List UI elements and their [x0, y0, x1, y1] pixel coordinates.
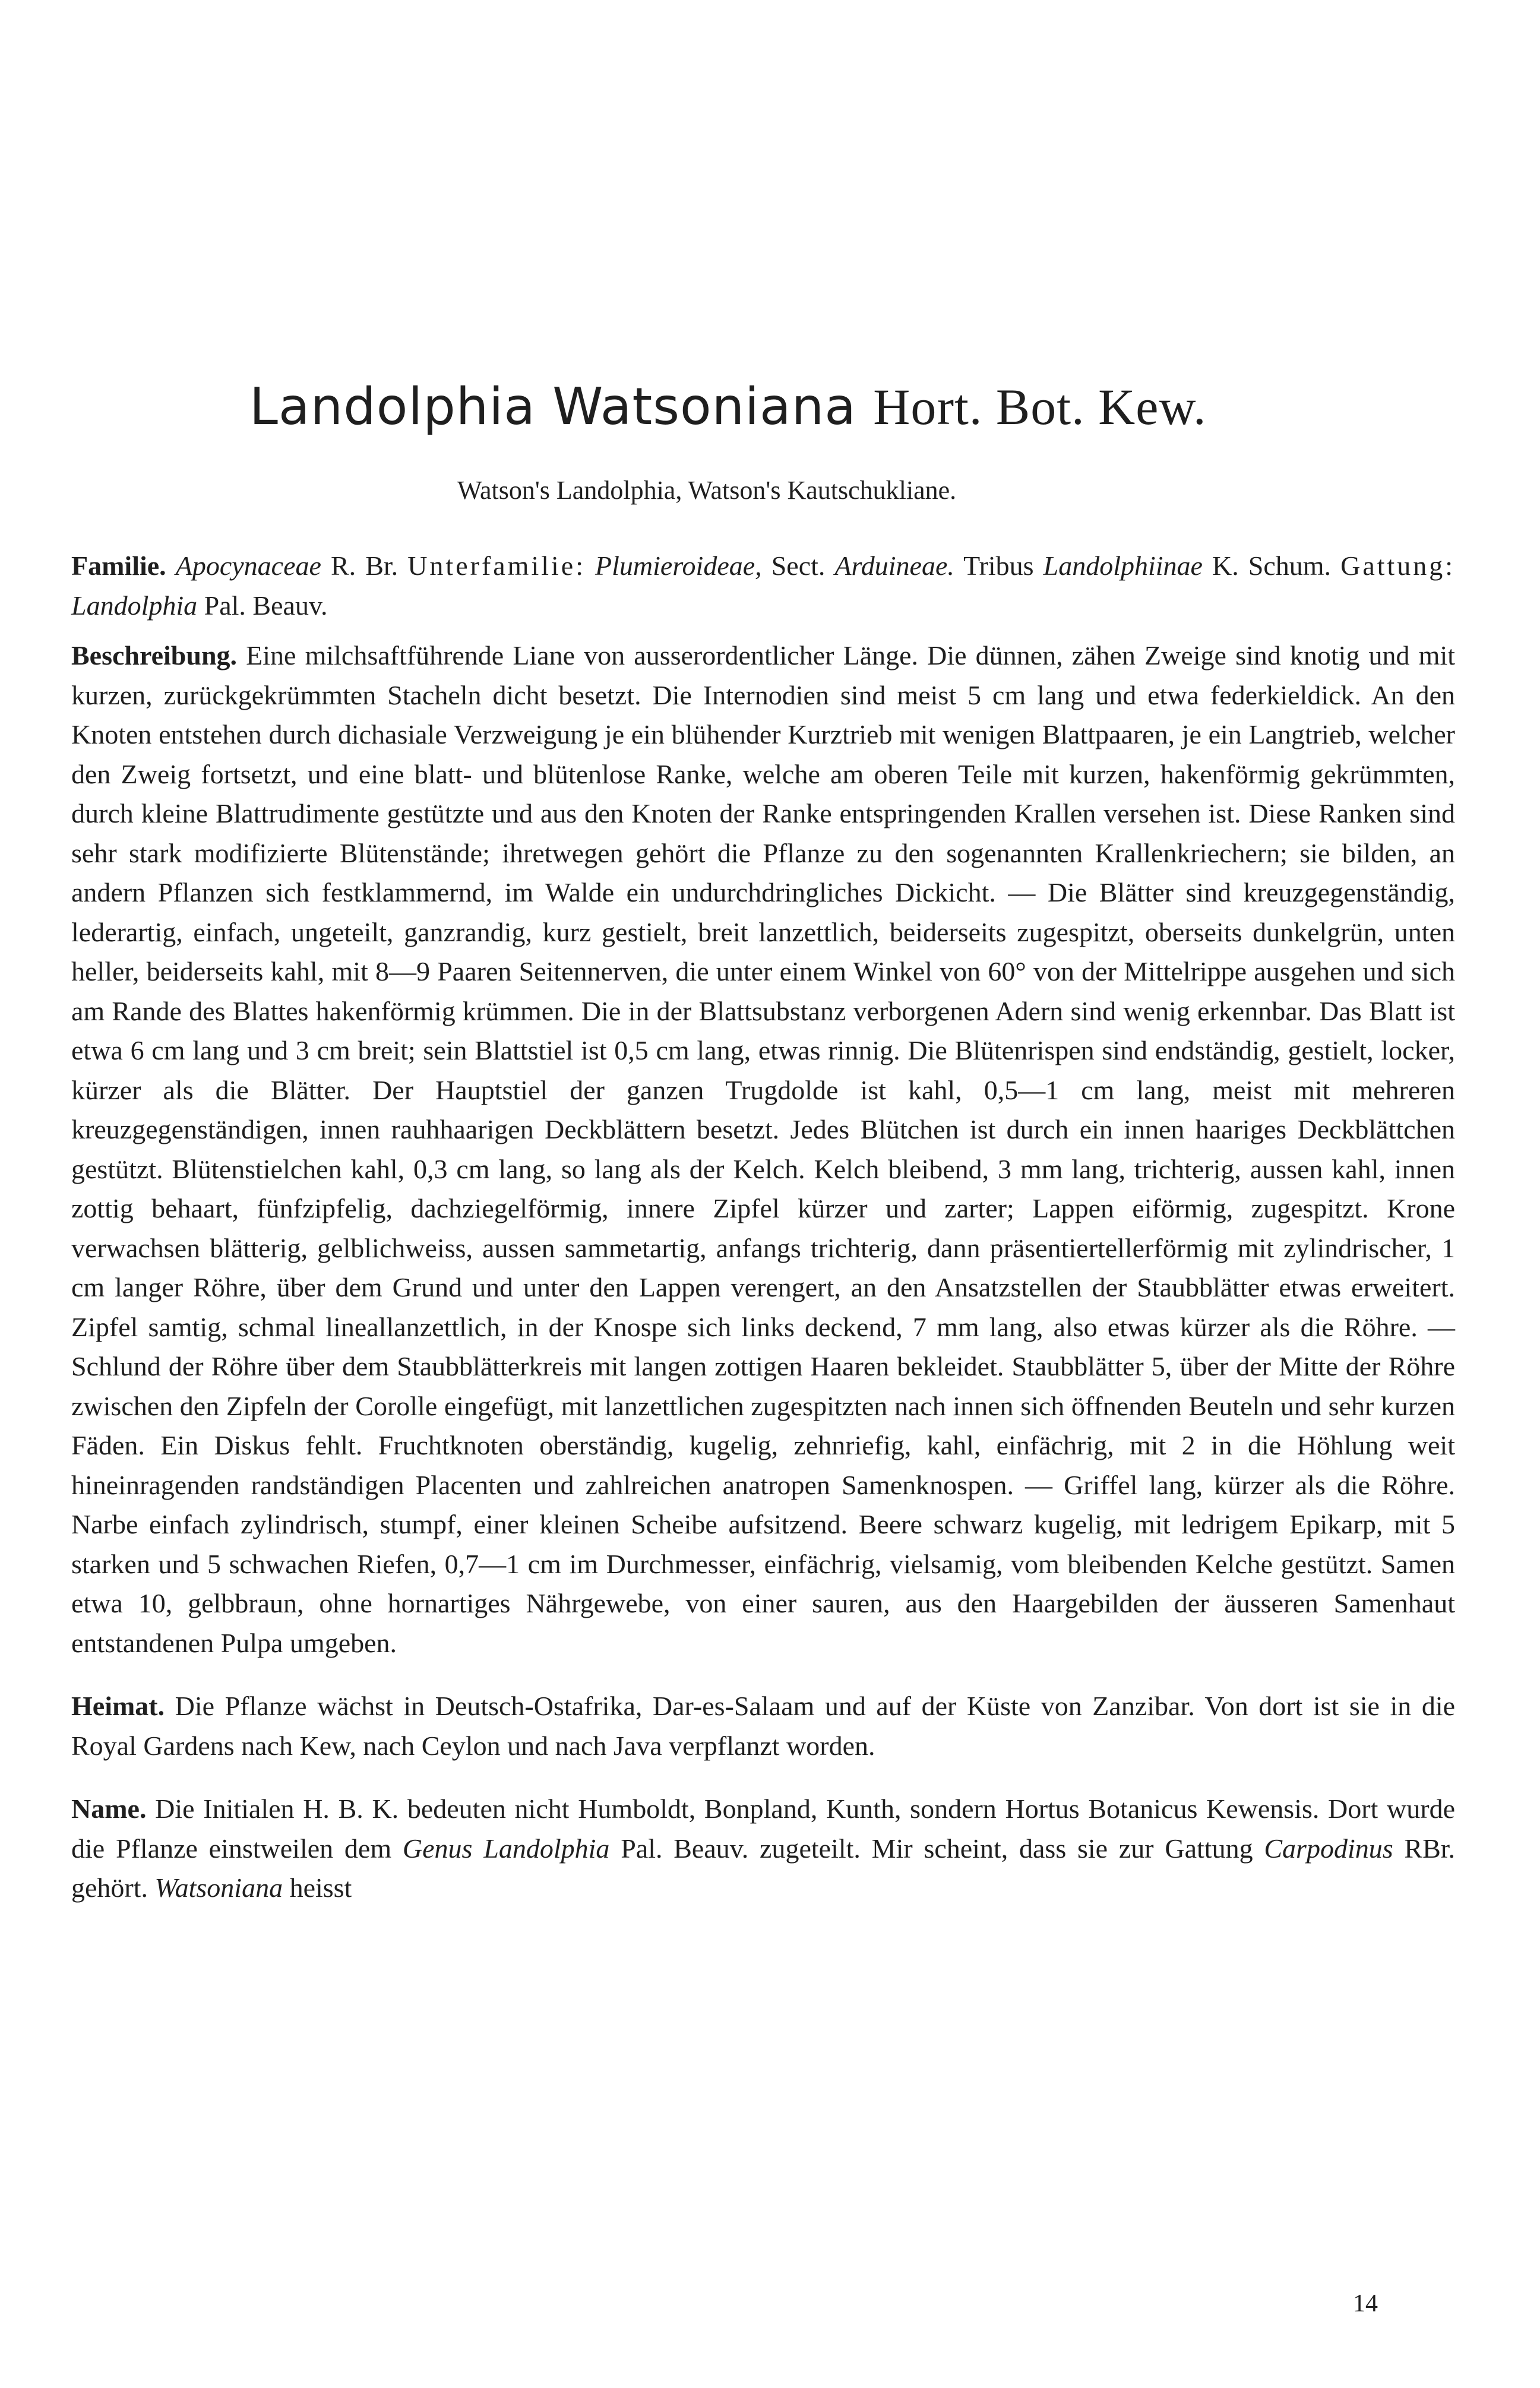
familie-paragraph — [71, 546, 1455, 625]
page-number: 14 — [1353, 2290, 1378, 2317]
document-page — [71, 0, 1455, 2388]
heimat-label: Heimat. — [71, 1691, 165, 1721]
familie-label: Familie. — [71, 551, 166, 581]
page-title — [249, 377, 1206, 437]
sect-label: Sect. — [771, 551, 826, 581]
body-text — [71, 546, 1455, 1908]
name-paragraph — [71, 1789, 1455, 1908]
subfamily-label: Unterfamilie: — [407, 551, 586, 581]
tribus-name: Landolphiinae — [1043, 551, 1203, 581]
gattung-name: Landolphia — [71, 590, 198, 621]
heimat-paragraph — [71, 1687, 1455, 1766]
beschreibung-label: Beschreibung. — [71, 640, 238, 670]
carpodinus-name: Carpodinus — [1264, 1833, 1393, 1864]
tribus-label: Tribus — [963, 551, 1034, 581]
heimat-text: Die Pflanze wächst in Deutsch-Ostafrika, Dar-es-Salaam und auf der Küste von Zanzibar. Von dort ist sie in die Royal Gardens nach Kew, nach Ceylon und nach Java verpflanzt worden. — [71, 1691, 1456, 1761]
gattung-label: Gattung: — [1340, 551, 1456, 581]
name-label: Name. — [71, 1794, 147, 1824]
name-text-3: RBr. gehört. — [71, 1833, 1456, 1903]
common-names: Watson's Landolphia, Watson's Kautschukliane. — [457, 476, 957, 505]
family-author: R. Br. — [330, 551, 399, 581]
watsoniana-name: Watsoniana — [154, 1873, 283, 1903]
family-name: Apocynaceae — [175, 551, 321, 581]
name-text-4: heisst — [289, 1873, 352, 1903]
genus-name: Landolphia — [483, 1833, 610, 1864]
beschreibung-paragraph — [71, 636, 1455, 1663]
name-text-2: Pal. Beauv. zugeteilt. Mir scheint, dass sie zur Gattung — [621, 1833, 1253, 1864]
gattung-author: Pal. Beauv. — [204, 590, 328, 621]
sect-name: Arduineae. — [834, 551, 954, 581]
species-authority: Hort. Bot. Kew. — [873, 378, 1207, 435]
tribus-author: K. Schum. — [1212, 551, 1332, 581]
subfamily-name: Plumieroideae, — [595, 551, 762, 581]
species-name: Landolphia Watsoniana — [249, 377, 856, 437]
genus-label: Genus — [402, 1833, 473, 1864]
name-text-1: Die Initialen H. B. K. bedeuten nicht Humboldt, Bonpland, Kunth, sondern Hortus Botanicus Kewensis. Dort wurde die Pflanze einstweilen dem — [71, 1794, 1456, 1864]
beschreibung-text: Eine milchsaftführende Liane von ausserordentlicher Länge. Die dünnen, zähen Zweige sind knotig und mit kurzen, zurückgekrümmten Stacheln dicht besetzt. Die Internodien sind meist 5 cm lang und etwa federkieldick. An den Knoten entstehen durch dichasiale Verzweigung je ein blühender Kurztrieb mit wenigen Blattpaaren, je ein Langtrieb, welcher den Zweig fortsetzt, und eine blatt- und blütenlose Ranke, welche am oberen Teile mit kurzen, hakenförmig gekrümmten, durch kleine Blattrudimente gestützte und aus den Knoten der Ranke entspringenden Krallen versehen ist. Diese Ranken sind sehr stark modifizierte Blütenstände; ihretwegen gehört die Pflanze zu den sogenannten Krallenkriechern; sie bilden, an andern Pflanzen sich festklammernd, im Walde ein undurchdringliches Dickicht. — Die Blätter sind kreuzgegenständig, lederartig, einfach, ungeteilt, ganzrandig, kurz gestielt, breit lanzettlich, beiderseits zugespitzt, oberseits dunkelgrün, unten heller, beiderseits kahl, mit 8—9 Paaren Seitennerven, die unter einem Winkel von 60° von der Mittelrippe ausgehen und sich am Rande des Blattes hakenförmig krümmen. Die in der Blattsubstanz verborgenen Adern sind wenig erkennbar. Das Blatt ist etwa 6 cm lang und 3 cm breit; sein Blattstiel ist 0,5 cm lang, etwas rinnig. Die Blütenrispen sind endständig, gestielt, locker, kürzer als die Blätter. Der Hauptstiel der ganzen Trugdolde ist kahl, 0,5—1 cm lang, meist mit mehreren kreuzgegenständigen, innen rauhhaarigen Deckblättern besetzt. Jedes Blütchen ist durch ein innen haariges Deckblättchen gestützt. Blütenstielchen kahl, 0,3 cm lang, so lang als der Kelch. Kelch bleibend, 3 mm lang, trichterig, aussen kahl, innen zottig behaart, fünfzipfelig, dachziegelförmig, innere Zipfel kürzer und zarter; Lappen eiförmig, zugespitzt. Krone verwachsen blätterig, gelblichweiss, aussen sammetartig, anfangs trichterig, dann präsentiertellerförmig mit zylindrischer, 1 cm langer Röhre, über dem Grund und unter den Lappen verengert, an den Ansatzstellen der Staubblätter etwas erweitert. Zipfel samtig, schmal lineallanzettlich, in der Knospe sich links deckend, 7 mm lang, also etwas kürzer als die Röhre. — Schlund der Röhre über dem Staubblätterkreis mit langen zottigen Haaren bekleidet. Staubblätter 5, über der Mitte der Röhre zwischen den Zipfeln der Corolle eingefügt, mit lanzettlichen zugespitzten nach innen sich öffnenden Beuteln und sehr kurzen Fäden. Ein Diskus fehlt. Fruchtknoten oberständig, kugelig, zehnriefig, kahl, einfächrig, mit 2 in die Höhlung weit hineinragenden randständigen Placenten und zahlreichen anatropen Samenknospen. — Griffel lang, kürzer als die Röhre. Narbe einfach zylindrisch, stumpf, einer kleinen Scheibe aufsitzend. Beere schwarz kugelig, mit ledrigem Epikarp, mit 5 starken und 5 schwachen Riefen, 0,7—1 cm im Durchmesser, einfächrig, vielsamig, vom bleibenden Kelche gestützt. Samen etwa 10, gelbbraun, ohne hornartiges Nährgewebe, von einer sauren, aus den Haargebilden der äusseren Samenhaut entstandenen Pulpa umgeben. — [71, 640, 1456, 1658]
